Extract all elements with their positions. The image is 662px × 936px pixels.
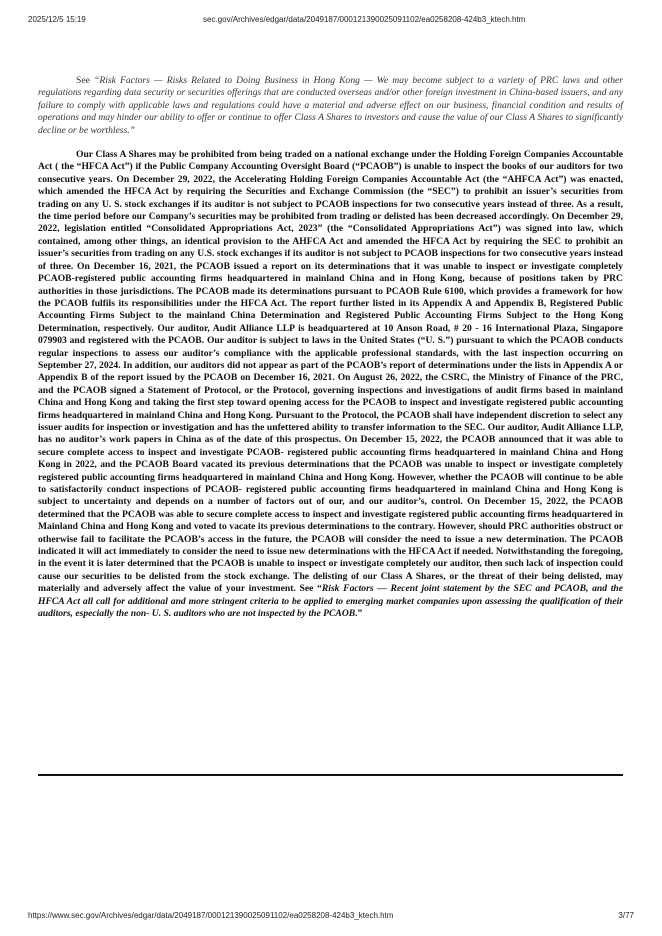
risk-factor-citation: “Risk Factors — Risks Related to Doing Business in Hong Kong — We may become subject to a variety of PRC laws and other regulations regarding data security or securities offerings that are conducted overseas and/or other foreign investment in China-based issuers, and any failure to comply with applicable laws and regulations could have a material and adverse effect on our business, financial condition and results of operations and may hinder our ability to offer or continue to offer Class A Shares to investors and cause the value of our Class A Shares to significantly decline or be worthless.” xyxy=(38,75,623,136)
hfca-body-text: Our Class A Shares may be prohibited from being traded on a national exchange under the Holding Foreign Companies Accountable Act ( the “HFCA Act”) if the Public Company Accounting Oversight Board (“PCAOB”) is unable to inspect the books of our auditors for two consecutive years. On December 29, 2022, the Accelerating Holding Foreign Companies Accountable Act (the “AHFCA Act”) was enacted, which amended the HFCA Act by requiring the Securities and Exchange Commission (the “SEC”) to prohibit an issuer’s securities from trading on any U. S. stock exchanges if its auditor is not subject to PCAOB inspections for two consecutive years instead of three. As a result, the time period before our Company’s securities may be prohibited from trading or delisted has been decreased accordingly. On December 29, 2022, legislation entitled “Consolidated Appropriations Act, 2023” (the “Consolidated Appropriations Act”) was signed into law, which contained, among other things, an identical provision to the AHFCA Act and amended the HFCA Act by requiring the SEC to prohibit an issuer’s securities from trading on any U.S. stock exchanges if its auditor is not subject to PCAOB inspections for two consecutive years instead of three. On December 16, 2021, the PCAOB issued a report on its determinations that it was unable to inspect or investigate completely PCAOB-registered public accounting firms headquartered in mainland China and in Hong Kong, because of positions taken by PRC authorities in those jurisdictions. The PCAOB made its determinations pursuant to PCAOB Rule 6100, which provides a framework for how the PCAOB fulfils its responsibilities under the HFCA Act. The report further listed in its Appendix A and Appendix B, Registered Public Accounting Firms Subject to the mainland China Determination and Registered Public Accounting Firms Subject to the Hong Kong Determination, respectively. Our auditor, Audit Alliance LLP is headquartered at 10 Anson Road, # 20 - 16 International Plaza, Singapore 079903 and registered with the PCAOB. Our auditor is subject to laws in the United States (“U. S.”) pursuant to which the PCAOB conducts regular inspections to assess our auditor’s compliance with the applicable professional standards, with the last inspection occurring on September 27, 2024. In addition, our auditors did not appear as part of the PCAOB’s report of determinations under the lists in Appendix A or Appendix B of the report issued by the PCAOB on December 16, 2021. On August 26, 2022, the CSRC, the Ministry of Finance of the PRC, and the PCAOB signed a Statement of Protocol, or the Protocol, governing inspections and investigations of audit firms based in mainland China and Hong Kong and taking the first step toward opening access for the PCAOB to inspect and investigate registered public accounting firms headquartered in mainland China and Hong Kong. Pursuant to the Protocol, the PCAOB shall have independent discretion to select any issuer audits for inspection or investigation and has the unfettered ability to transfer information to the SEC. Our auditor, Audit Alliance LLP, has no auditor’s work papers in China as of the date of this prospectus. On December 15, 2022, the PCAOB announced that it was able to secure complete access to inspect and investigate PCAOB- registered public accounting firms headquartered in mainland China and Hong Kong in 2022, and the PCAOB Board vacated its previous determinations that the PCAOB was unable to inspect or investigate completely registered public accounting firms headquartered in mainland China and Hong Kong. However, whether the PCAOB will continue to be able to satisfactorily conduct inspections of PCAOB- registered public accounting firms headquartered in mainland China and Hong Kong is subject to uncertainty and depends on a number of factors out of our, and our auditor’s, control. On December 15, 2022, the PCAOB determined that the PCAOB was able to secure complete access to inspect and investigate registered public accounting firms headquartered in Mainland China and Hong Kong and voted to vacate its previous determinations to the contrary. However, should PRC authorities obstruct or otherwise fail to facilitate the PCAOB’s access in the future, the PCAOB will consider the need to issue a new determination. The PCAOB indicated it will act immediately to consider the need to issue new determinations with the HFCA Act if needed. Notwithstanding the foregoing, in the event it is later determined that the PCAOB is unable to inspect or investigate completely our auditor, then such lack of inspection could cause our securities to be delisted from the stock exchange. The delisting of our Class A Shares, or the threat of their being delisted, may materially and adversely affect the value of your investment. See “ xyxy=(38,149,623,595)
print-url-header: sec.gov/Archives/edgar/data/2049187/000121390025091102/ea0258208-424b3_ktech.htm xyxy=(203,15,526,24)
print-datetime: 2025/12/5 15:19 xyxy=(28,15,86,24)
see-lead: See xyxy=(76,75,95,86)
citation-tail: .” xyxy=(355,608,363,620)
print-url-footer: https://www.sec.gov/Archives/edgar/data/2049187/000121390025091102/ea0258208-424b3_ktech.htm xyxy=(28,911,394,920)
page-number: 3/77 xyxy=(618,911,634,920)
risk-factor-reference-paragraph xyxy=(38,75,623,137)
section-divider xyxy=(38,774,623,776)
risk-factor-citation-2: Risk Factors — Recent joint statement by the SEC and PCAOB, and the HFCA Act all call for additional and more stringent criteria to be applied to emerging market companies upon assessing the qualification of their auditors, especially the non- U. S. auditors who are not inspected by the PCAOB xyxy=(38,583,623,620)
print-footer xyxy=(0,911,662,923)
print-header xyxy=(0,15,662,27)
hfca-act-paragraph xyxy=(38,149,623,620)
document-body xyxy=(38,75,623,620)
